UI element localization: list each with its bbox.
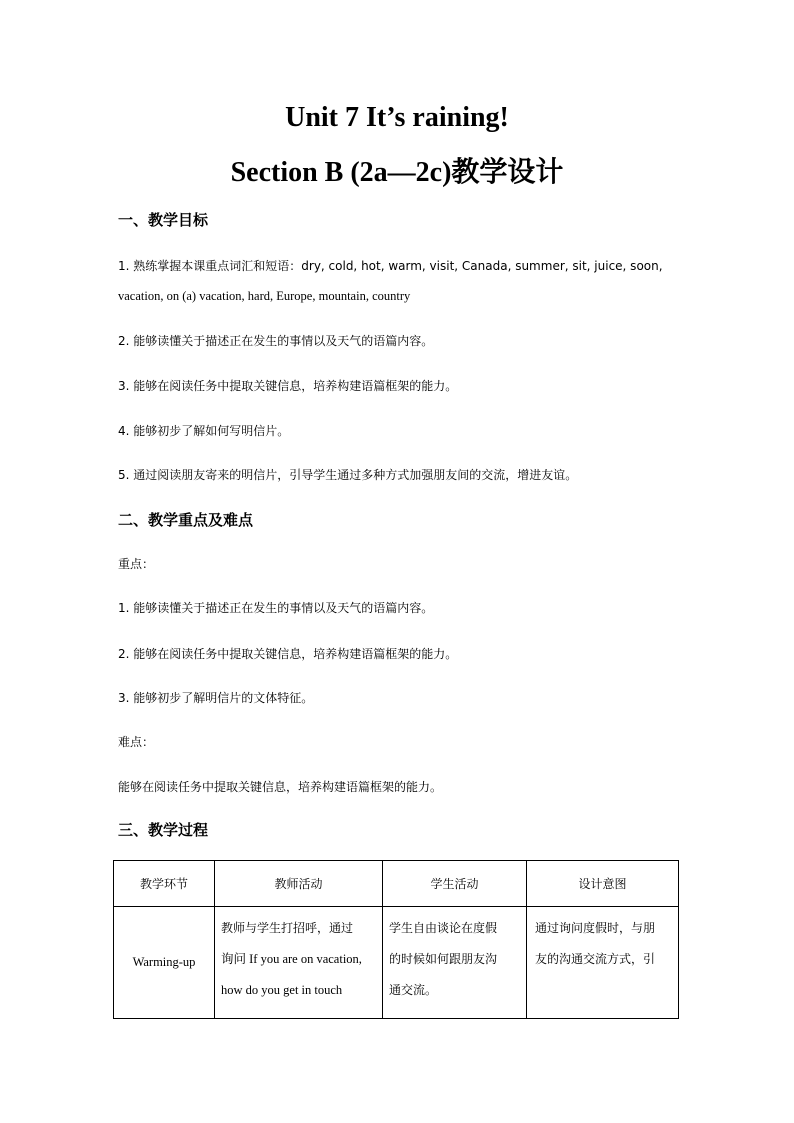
document-subtitle: Section B (2a—2c)教学设计 [230, 157, 564, 188]
section-heading-objectives: 一、教学目标 [118, 211, 209, 229]
table-row [114, 907, 679, 1019]
objective-item-4: 4. 能够初步了解如何写明信片。 [118, 424, 290, 438]
document-title: Unit 7 It’s raining! [285, 102, 509, 133]
table-header-row [114, 861, 679, 907]
design-intent-line: 通过询问度假时，与朋 [535, 921, 656, 935]
objective-item-3: 3. 能够在阅读任务中提取关键信息，培养构建语篇框架的能力。 [118, 379, 458, 393]
table-cell-student-activity [383, 907, 527, 1019]
student-activity-line: 通交流。 [389, 983, 438, 997]
teacher-activity-line: how do you get in touch [221, 983, 343, 997]
teaching-process-table [113, 860, 679, 1019]
student-activity-line: 的时候如何跟朋友沟 [389, 952, 498, 966]
key-point-item-1: 1. 能够读懂关于描述正在发生的事情以及天气的语篇内容。 [118, 601, 434, 615]
objective-item-1: 1. 熟练掌握本课重点词汇和短语：dry, cold, hot, warm, visit, Canada, summer, sit, juice, soon, [118, 259, 663, 273]
key-point-item-2: 2. 能够在阅读任务中提取关键信息，培养构建语篇框架的能力。 [118, 647, 458, 661]
table-header-teacher-activity: 教师活动 [215, 861, 383, 907]
table-cell-stage: Warming-up [114, 907, 215, 1019]
table-cell-teacher-activity [215, 907, 383, 1019]
table-header-stage: 教学环节 [114, 861, 215, 907]
key-points-label: 重点： [118, 557, 155, 571]
difficulty-text: 能够在阅读任务中提取关键信息，培养构建语篇框架的能力。 [118, 780, 443, 794]
objective-item-2: 2. 能够读懂关于描述正在发生的事情以及天气的语篇内容。 [118, 334, 434, 348]
design-intent-line: 友的沟通交流方式，引 [535, 952, 656, 966]
student-activity-line: 学生自由谈论在度假 [389, 921, 498, 935]
objective-item-1-cont: vacation, on (a) vacation, hard, Europe, mountain, country [118, 289, 411, 303]
section-heading-process: 三、教学过程 [118, 821, 209, 839]
teacher-activity-line: 询问 If you are on vacation, [221, 952, 362, 966]
key-point-item-3: 3. 能够初步了解明信片的文体特征。 [118, 691, 314, 705]
objective-item-5: 5. 通过阅读朋友寄来的明信片，引导学生通过多种方式加强朋友间的交流，增进友谊。 [118, 468, 578, 482]
section-heading-key-points: 二、教学重点及难点 [118, 511, 254, 529]
teacher-activity-line: 教师与学生打招呼，通过 [221, 921, 354, 935]
table-header-student-activity: 学生活动 [383, 861, 527, 907]
difficulty-label: 难点： [118, 735, 155, 749]
table-cell-design-intent [527, 907, 679, 1019]
table-header-design-intent: 设计意图 [527, 861, 679, 907]
